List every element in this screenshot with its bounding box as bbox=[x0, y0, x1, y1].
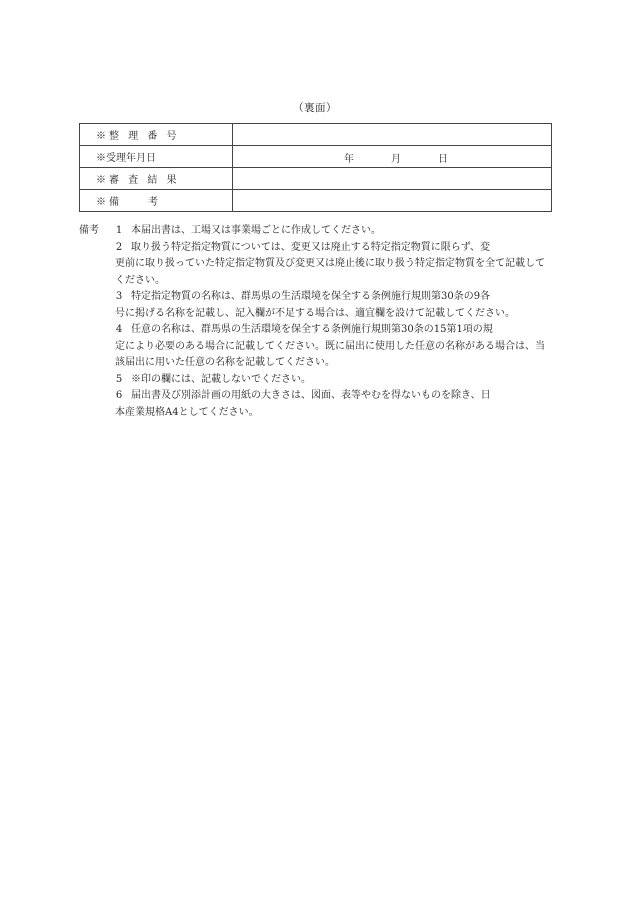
note-item bbox=[79, 223, 554, 240]
note-text: 取り扱う特定指定物質については、変更又は廃止する特定指定物質に限らず、変 bbox=[131, 241, 490, 253]
page-label: （裏面） bbox=[293, 102, 337, 114]
remarks-label: ※備 考 bbox=[80, 190, 233, 212]
note-item bbox=[79, 289, 554, 322]
remarks-field[interactable] bbox=[233, 190, 552, 212]
note-item bbox=[79, 372, 554, 389]
note-text-continued: 更前に取り扱っていた特定指定物質及び変更又は廃止後に取り扱う特定指定物質を全て記載してください。 bbox=[115, 258, 545, 286]
note-item bbox=[79, 322, 554, 372]
year-label: 年 bbox=[344, 154, 354, 165]
table-row bbox=[80, 190, 552, 212]
note-text: ※印の欄には、記載しないでください。 bbox=[131, 373, 311, 385]
review-result-label: ※審 査 結 果 bbox=[80, 168, 233, 190]
note-number: 1 bbox=[115, 225, 123, 236]
table-row bbox=[80, 168, 552, 190]
note-text: 届出書及び別添計画の用紙の大きさは、図面、表等やむを得ないものを除き、日 bbox=[131, 390, 491, 401]
note-item bbox=[79, 240, 554, 290]
serial-number-field[interactable] bbox=[233, 124, 552, 146]
table-row bbox=[80, 146, 552, 168]
note-text-continued: 号に掲げる名称を記載し、記入欄が不足する場合は、適宜欄を設けて記載してください。 bbox=[115, 307, 515, 319]
note-text: 特定指定物質の名称は、群馬県の生活環境を保全する条例施行規則第30条の9各 bbox=[131, 291, 491, 302]
note-text: 任意の名称は、群馬県の生活環境を保全する条例施行規則第30条の15第1項の規 bbox=[131, 324, 493, 335]
day-label: 日 bbox=[438, 154, 448, 165]
note-number: 5 bbox=[115, 373, 123, 385]
serial-number-label: ※整 理 番 号 bbox=[80, 124, 233, 146]
registration-table bbox=[79, 123, 552, 212]
receipt-date-label: ※受理年月日 bbox=[80, 146, 233, 168]
note-number: 3 bbox=[115, 291, 123, 302]
remarks-heading: 備考 bbox=[79, 225, 99, 236]
note-number: 2 bbox=[115, 241, 123, 253]
note-item bbox=[79, 388, 554, 421]
month-label: 月 bbox=[391, 154, 401, 165]
note-text: 本届出書は、工場又は事業場ごとに作成してください。 bbox=[131, 225, 381, 236]
note-text-continued: 本産業規格A4としてください。 bbox=[115, 406, 259, 418]
remarks-section bbox=[79, 223, 554, 421]
note-number: 4 bbox=[115, 324, 123, 335]
review-result-field[interactable] bbox=[233, 168, 552, 190]
note-number: 6 bbox=[115, 390, 123, 401]
note-text-continued: 定により必要のある場合に記載してください。既に届出に使用した任意の名称がある場合は、当該届出に用いた任意の名称を記載してください。 bbox=[115, 340, 545, 368]
table-row bbox=[80, 124, 552, 146]
receipt-date-field[interactable] bbox=[233, 146, 552, 168]
